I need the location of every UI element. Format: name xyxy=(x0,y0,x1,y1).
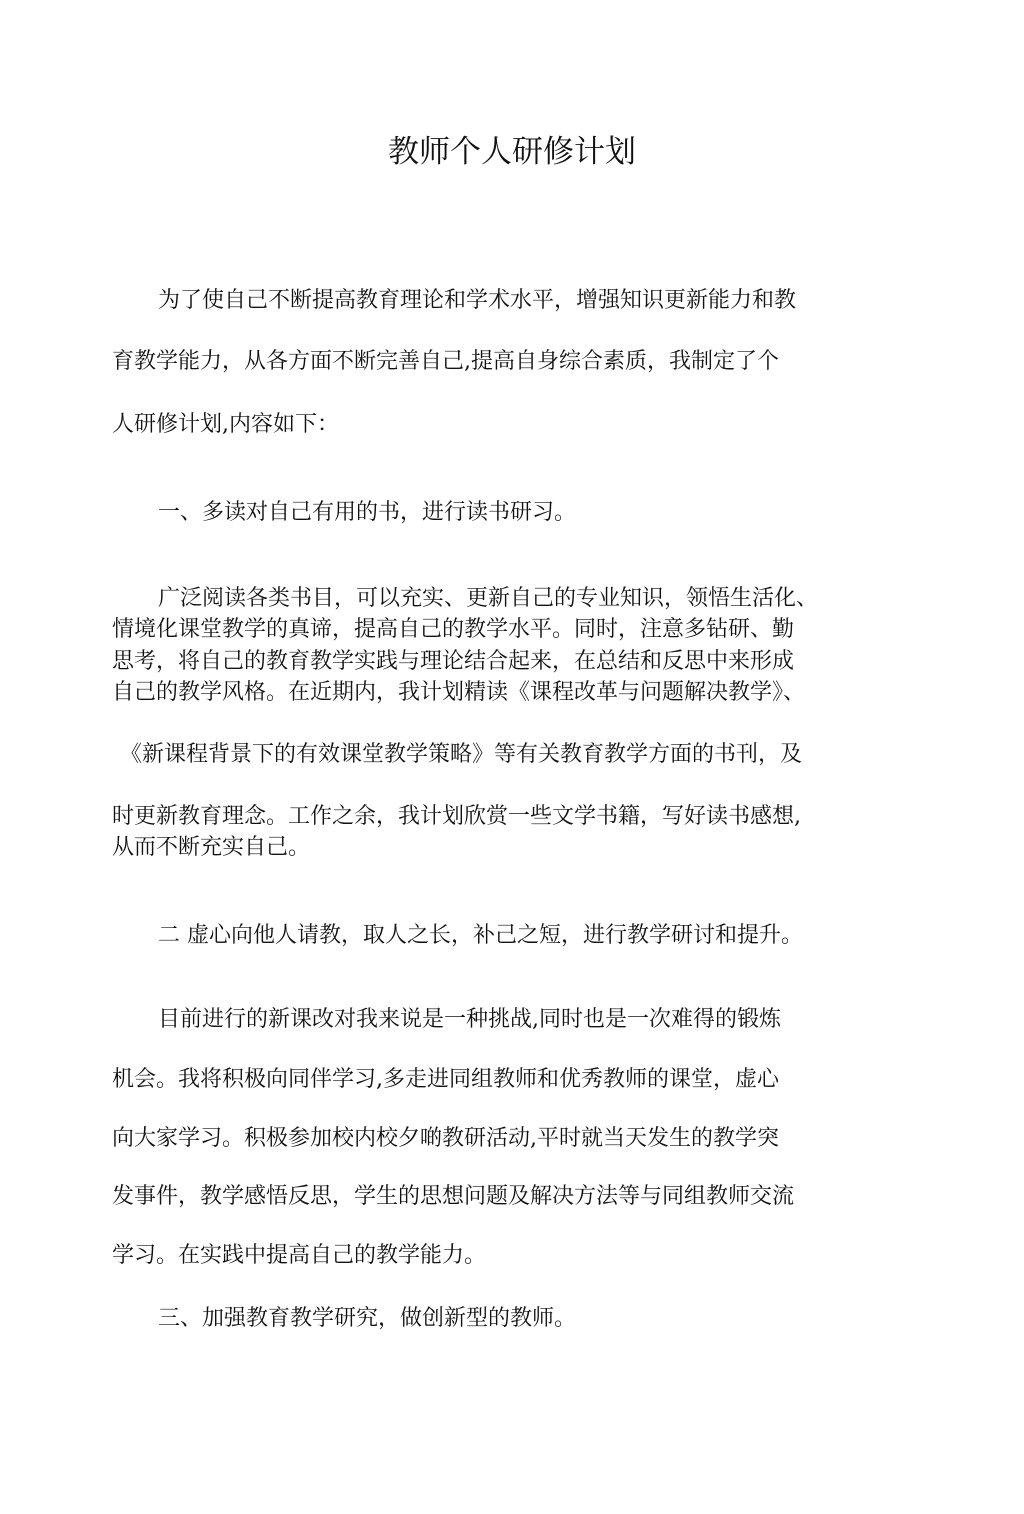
intro-line: 育教学能力，从各方面不断完善自己,提高自身综合素质，我制定了个 xyxy=(112,349,779,374)
section1-line: 时更新教育理念。工作之余，我计划欣赏一些文学书籍，写好读书感想, xyxy=(112,804,801,829)
section2-line: 机会。我将积极向同伴学习,多走进同组教师和优秀教师的课堂，虚心 xyxy=(112,1067,779,1092)
intro-line: 为了使自己不断提高教育理论和学术水平，增强知识更新能力和教 xyxy=(158,288,797,313)
section2-heading: 二 虚心向他人请教，取人之长，补己之短，进行教学研讨和提升。 xyxy=(158,923,803,948)
section2-line: 目前进行的新课改对我来说是一种挑战,同时也是一次难得的锻炼 xyxy=(158,1007,781,1032)
intro-line: 人研修计划,内容如下： xyxy=(112,412,339,437)
section1-line: 自己的教学风格。在近期内，我计划精读《课程改革与问题解决教学》、 xyxy=(112,680,806,705)
section2-line: 学习。在实践中提高自己的教学能力。 xyxy=(112,1243,487,1268)
section2-line: 向大家学习。积极参加校内校夕啲教研活动,平时就当天发生的教学突 xyxy=(112,1126,779,1151)
section1-line: 情境化课堂教学的真谛，提高自己的教学水平。同时，注意多钻研、勤 xyxy=(112,617,795,642)
section1-line: 思考，将自己的教育教学实践与理论结合起来，在总结和反思中来形成 xyxy=(112,649,795,674)
section1-line: 《新课程背景下的有效课堂教学策略》等有关教育教学方面的书刊，及 xyxy=(120,742,803,767)
document-title: 教师个人研修计划 xyxy=(388,134,636,170)
section1-heading: 一、多读对自己有用的书，进行读书研习。 xyxy=(158,500,577,525)
section2-line: 发事件，教学感悟反思，学生的思想问题及解决方法等与同组教师交流 xyxy=(112,1184,795,1209)
section1-line: 从而不断充实自己。 xyxy=(112,835,311,860)
section3-heading: 三、加强教育教学研究，做创新型的教师。 xyxy=(158,1306,577,1331)
section1-line: 广泛阅读各类书目，可以充实、更新自己的专业知识，领悟生活化、 xyxy=(158,586,819,611)
